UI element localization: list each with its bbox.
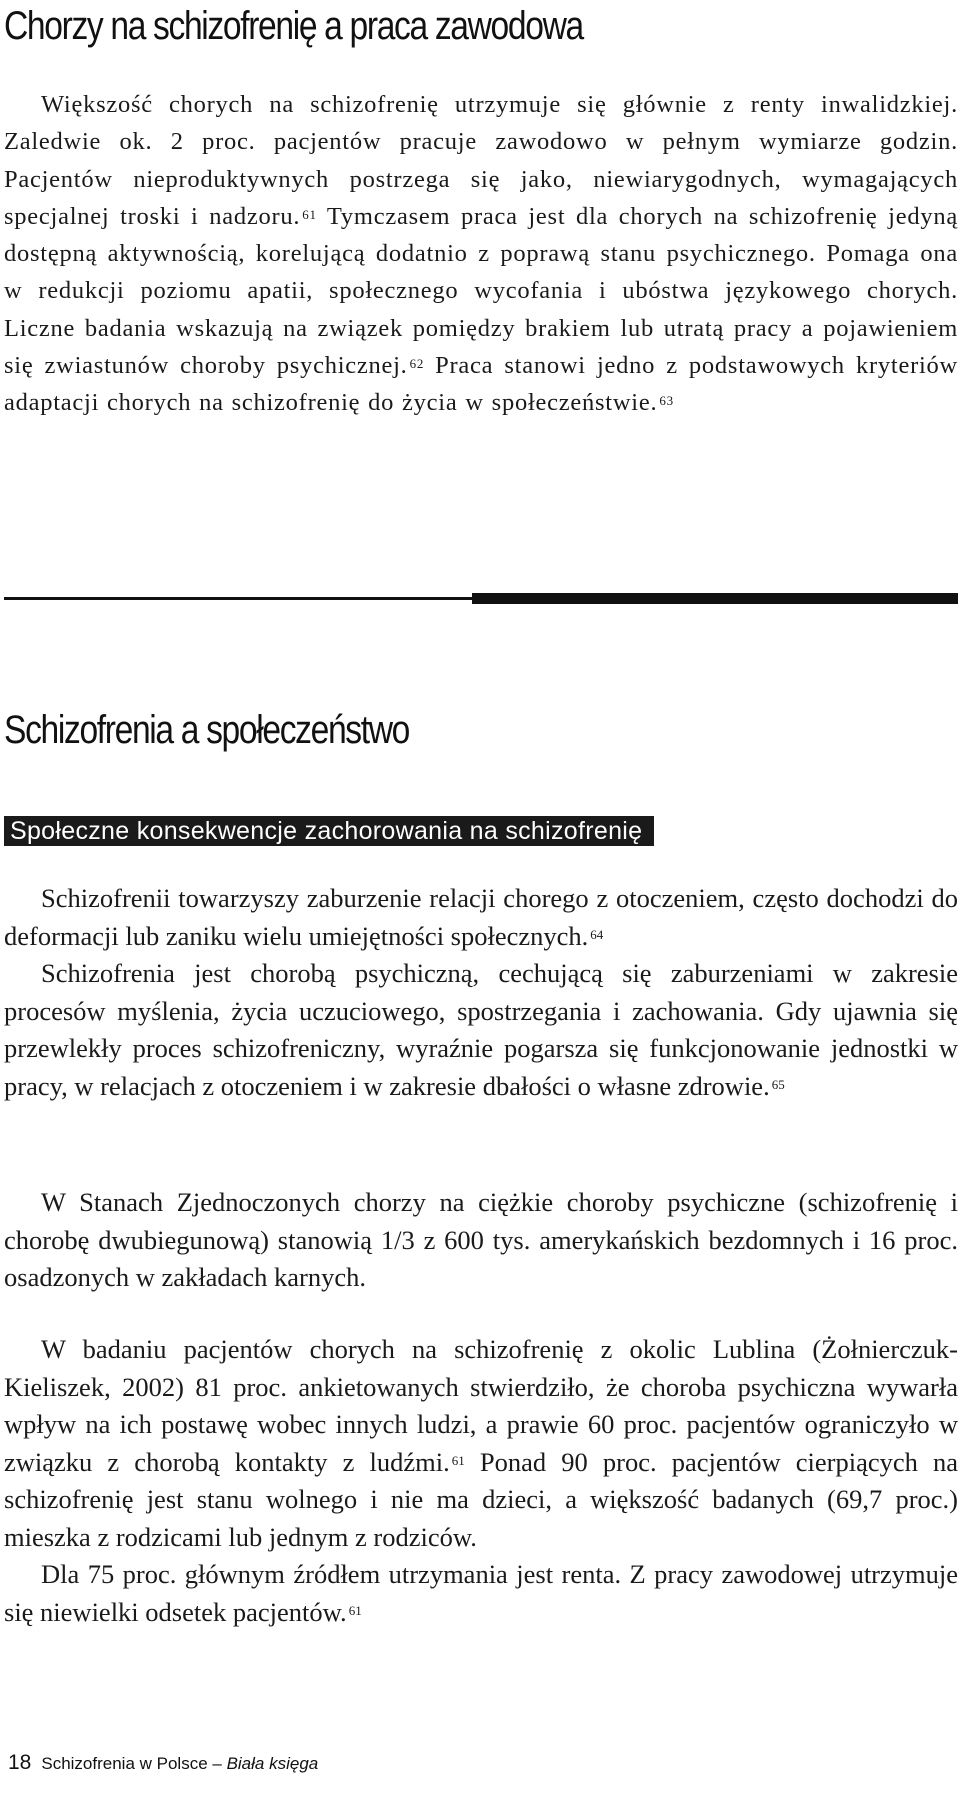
paragraph-block xyxy=(4,1331,958,1631)
work-paragraph xyxy=(4,86,958,422)
paragraph-text: Praca stanowi jedno z podstawowych kryteriów adaptacji chorych na schizofrenię do życia w społeczeństwie. xyxy=(4,352,958,417)
paragraph-text: Schizofrenii towarzyszy zaburzenie relacji chorego z otoczeniem, często dochodzi do deformacji lub zaniku wielu umiejętności społecznych. xyxy=(4,883,958,951)
section-divider-thick xyxy=(472,593,958,604)
footnote-ref: 61 xyxy=(451,1452,465,1468)
subsection-heading: Społeczne konsekwencje zachorowania na schizofrenię xyxy=(4,816,654,846)
paragraph-text: Dla 75 proc. głównym źródłem utrzymania jest renta. Z pracy zawodowej utrzymuje się niewielki odsetek pacjentów. xyxy=(4,1559,958,1627)
paragraph-text: Schizofrenia jest chorobą psychiczną, cechującą się zaburzeniami w zakresie procesów myślenia, życia uczuciowego, spostrzegania i zachowania. Gdy ujawnia się przewlekły proces schizofreniczny, wyraźnie pogarsza się funkcjonowanie jednostki w pracy, w relacjach z otoczeniem i w zakresie dbałości o własne zdrowie. xyxy=(4,958,958,1101)
footnote-ref: 62 xyxy=(409,356,425,372)
footnote-ref: 61 xyxy=(302,206,317,222)
paragraph-text: Ponad 90 proc. pacjentów cierpiących na schizofrenię jest stanu wolnego i nie ma dzieci, a większość badanych (69,7 proc.) mieszka z rodzicami lub jednym z rodziców. xyxy=(4,1446,959,1552)
paragraph xyxy=(4,1184,958,1297)
section-title-society: Schizofrenia a społeczeństwo xyxy=(4,708,410,752)
page-number: 18 xyxy=(8,1751,32,1774)
paragraph-block xyxy=(4,880,958,1105)
section-divider-thin xyxy=(4,597,472,600)
publication-subtitle: Biała księga xyxy=(226,1754,319,1773)
paragraph-text: W Stanach Zjednoczonych chorzy na ciężkie choroby psychiczne (schizofrenię i chorobę dwubiegunową) stanowią 1/3 z 600 tys. amerykańskich bezdomnych i 16 proc. osadzonych w zakładach karnych. xyxy=(4,1187,958,1292)
paragraph-text: W badaniu pacjentów chorych na schizofrenię z okolic Lublina (Żołnierczuk-Kieliszek, 2002) 81 proc. ankietowanych stwierdziło, że choroba psychiczna wywarła wpływ na ich postawę wobec innych ludzi, a prawie 60 proc. pacjentów ograniczyło w związku z chorobą kontakty z ludźmi. xyxy=(4,1334,958,1477)
section-title-work: Chorzy na schizofrenię a praca zawodowa xyxy=(4,4,583,48)
page-footer xyxy=(8,1751,318,1775)
paragraph xyxy=(4,880,958,955)
footnote-ref: 65 xyxy=(771,1076,785,1092)
footnote-ref: 63 xyxy=(659,393,674,409)
paragraph-block xyxy=(4,1184,958,1297)
paragraph xyxy=(4,1331,958,1556)
footnote-ref: 61 xyxy=(348,1602,362,1618)
paragraph-text: Tymczasem praca jest dla chorych na schizofrenię jedyną dostępną aktywnością, korelującą dodatnio z poprawą stanu psychicznego. Pomaga ona w redukcji poziomu apatii, społecznego wycofania i ubóstwa językowego chorych. Liczne badania wskazują na związek pomiędzy brakiem lub utratą pracy a pojawieniem się zwiastunów choroby psychicznej. xyxy=(4,202,958,380)
paragraph xyxy=(4,1556,958,1631)
footnote-ref: 64 xyxy=(590,926,604,942)
work-paragraph-block xyxy=(4,86,958,422)
paragraph-text: Większość chorych na schizofrenię utrzymuje się głównie z renty inwalidzkiej. Zaledwie ok. 2 proc. pacjentów pracuje zawodowo w pełnym wymiarze godzin. Pacjentów nieproduktywnych postrzega się jako, niewiarygodnych, wymagających specjalnej troski i nadzoru. xyxy=(4,91,958,230)
paragraph xyxy=(4,955,958,1105)
publication-name: Schizofrenia w Polsce – xyxy=(41,1754,227,1773)
